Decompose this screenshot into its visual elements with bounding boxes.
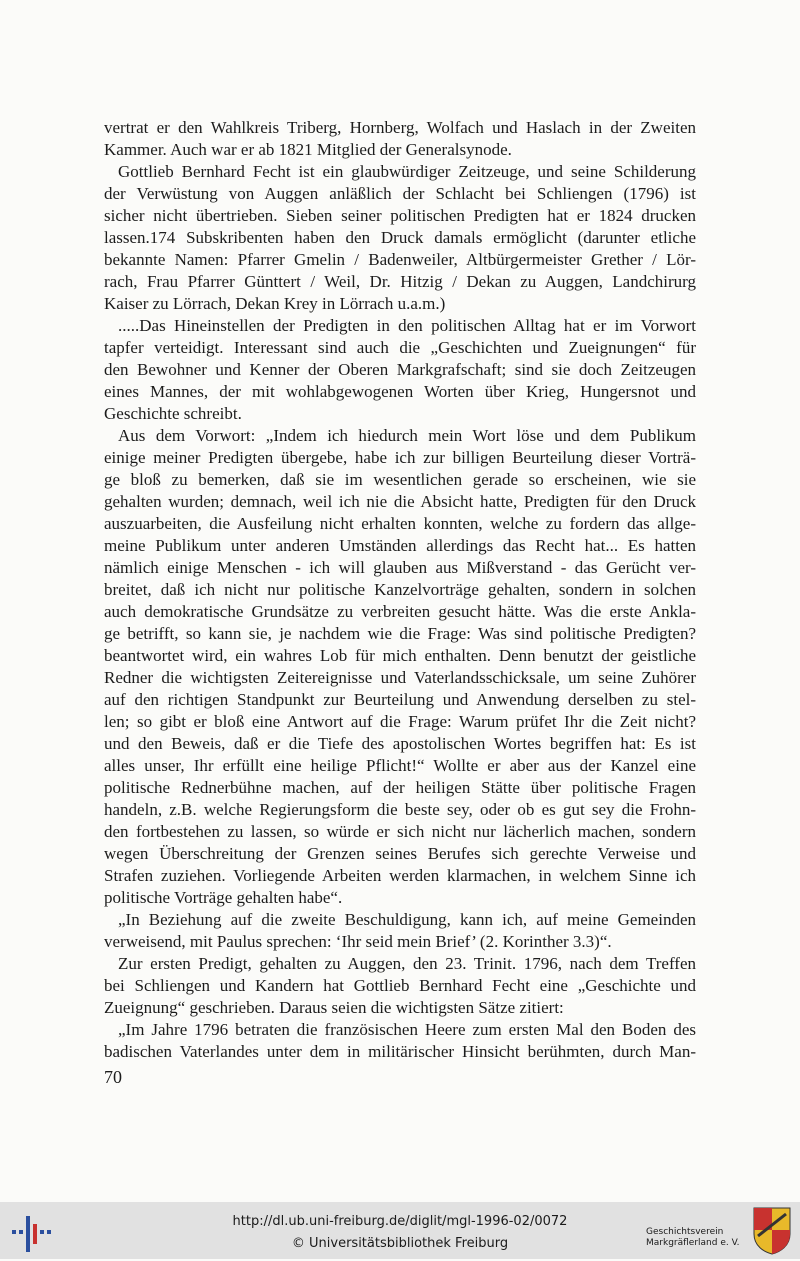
text-line: auf den richtigen Standpunkt zur Beurteilung und Anwendung derselben zu stel- xyxy=(104,690,696,709)
footer-copyright: © Universitätsbibliothek Freiburg xyxy=(291,1236,509,1251)
text-line: meine Publikum unter anderen Umständen allerdings das Recht hat... Es hatten xyxy=(104,536,696,555)
footer-bar xyxy=(0,1202,800,1259)
coat-of-arms-icon[interactable] xyxy=(752,1206,792,1256)
society-name-line1: Geschichtsverein xyxy=(646,1227,724,1237)
text-line: tapfer verteidigt. Interessant sind auch die „Geschichten und Zueignungen“ für xyxy=(104,338,696,357)
text-line: „In Beziehung auf die zweite Beschuldigung, kann ich, auf meine Gemeinden xyxy=(118,910,696,929)
society-name xyxy=(646,1227,754,1249)
text-line: Kammer. Auch war er ab 1821 Mitglied der Generalsynode. xyxy=(104,140,512,159)
text-line: nämlich einige Menschen - ich will glauben aus Mißverstand - das Gerücht ver- xyxy=(104,558,696,577)
ub-freiburg-logo-icon[interactable] xyxy=(10,1210,54,1256)
text-line: handeln, z.B. welche Regierungsform die beste sey, oder ob es gut sey die Frohn- xyxy=(104,800,696,819)
text-line: Kaiser zu Lörrach, Dekan Krey in Lörrach u.a.m.) xyxy=(104,294,446,313)
text-line: Gottlieb Bernhard Fecht ist ein glaubwürdiger Zeitzeuge, und seine Schilderung xyxy=(118,162,696,181)
text-line: Zur ersten Predigt, gehalten zu Auggen, den 23. Trinit. 1796, nach dem Treffen xyxy=(118,954,696,973)
text-line: alles unser, Ihr erfüllt eine heilige Pflicht!“ Wollte er aber aus der Kanzel eine xyxy=(104,756,696,775)
text-line: len; so gibt er bloß eine Antwort auf die Frage: Warum prüfet Ihr die Zeit nicht? xyxy=(104,712,696,731)
text-line: bekannte Namen: Pfarrer Gmelin / Badenweiler, Altbürgermeister Grether / Lör- xyxy=(104,250,696,269)
text-line: eines Mannes, der mit wohlabgewogenen Worten über Krieg, Hungersnot und xyxy=(104,382,696,401)
text-line: ge bloß zu bemerken, daß sie im wesentlichen gerade so erscheinen, wie sie xyxy=(104,470,696,489)
text-line: Zueignung“ geschrieben. Daraus seien die wichtigsten Sätze zitiert: xyxy=(104,998,564,1017)
text-line: auch demokratische Grundsätze zu verbreiten gesucht hätte. Was die erste Ankla- xyxy=(104,602,696,621)
footer-url-link[interactable]: http://dl.ub.uni-freiburg.de/diglit/mgl-1996-02/0072 xyxy=(232,1214,568,1229)
text-line: .....Das Hineinstellen der Predigten in den politischen Alltag hat er im Vorwort xyxy=(118,316,696,335)
text-line: und den Beweis, daß er die Tiefe des apostolischen Wortes begriffen hat: Es ist xyxy=(104,734,696,753)
text-line: badischen Vaterlandes unter dem in militärischer Hinsicht berühmten, durch Man- xyxy=(104,1042,696,1061)
text-line: Redner die wichtigsten Zeitereignisse und Vaterlandsschicksale, um seine Zuhörer xyxy=(104,668,696,687)
text-line: sicher nicht übertrieben. Sieben seiner politischen Predigten hat er 1824 drucken xyxy=(104,206,696,225)
text-line: den fortbestehen zu lassen, so würde er sich nicht nur lächerlich machen, sondern xyxy=(104,822,696,841)
page-number: 70 xyxy=(104,1067,122,1087)
text-line: verweisend, mit Paulus sprechen: ‘Ihr seid mein Brief’ (2. Korinther 3.3)“. xyxy=(104,932,612,951)
text-line: „Im Jahre 1796 betraten die französischen Heere zum ersten Mal den Boden des xyxy=(118,1020,696,1039)
text-line: politische Vorträge gehalten habe“. xyxy=(104,888,343,907)
text-line: gehalten wurden; demnach, weil ich nie die Absicht hatte, Predigten für den Druck xyxy=(104,492,696,511)
text-line: wegen Überschreitung der Grenzen seines Berufes sich gerechte Verweise und xyxy=(104,844,696,863)
society-name-line2: Markgräflerland e. V. xyxy=(646,1238,740,1248)
text-line: Geschichte schreibt. xyxy=(104,404,242,423)
text-line: ge betrifft, so kann sie, je nachdem wie die Frage: Was sind politische Predigten? xyxy=(104,624,696,643)
text-line: rach, Frau Pfarrer Günttert / Weil, Dr. Hitzig / Dekan zu Auggen, Landchirurg xyxy=(104,272,696,291)
text-line: breitet, daß ich nicht nur politische Kanzelvorträge gehalten, sondern in solchen xyxy=(104,580,696,599)
text-line: lassen.174 Subskribenten haben den Druck damals ermöglicht (darunter etliche xyxy=(104,228,696,247)
text-line: auszuarbeiten, die Ausfeilung nicht erhalten konnten, welche zu fordern das allge- xyxy=(104,514,696,533)
text-line: politische Rednerbühne machen, auf der heiligen Stätte über politische Fragen xyxy=(104,778,696,797)
text-line: Aus dem Vorwort: „Indem ich hiedurch mein Wort löse und dem Publikum xyxy=(118,426,696,445)
text-line: beantwortet wird, ein wahres Lob für mich enthalten. Denn benutzt der geistliche xyxy=(104,646,696,665)
text-line: vertrat er den Wahlkreis Triberg, Hornberg, Wolfach und Haslach in der Zweiten xyxy=(104,118,696,137)
text-line: einige meiner Predigten übergebe, habe ich zur billigen Beurteilung dieser Vorträ- xyxy=(104,448,696,467)
text-line: den Bewohner und Kenner der Oberen Markgrafschaft; sind sie doch Zeitzeugen xyxy=(104,360,696,379)
text-line: der Verwüstung von Auggen anläßlich der Schlacht bei Schliengen (1796) ist xyxy=(104,184,696,203)
text-line: Strafen zuziehen. Vorliegende Arbeiten werden klarmachen, in welchem Sinne ich xyxy=(104,866,696,885)
text-line: bei Schliengen und Kandern hat Gottlieb Bernhard Fecht eine „Geschichte und xyxy=(104,976,696,995)
